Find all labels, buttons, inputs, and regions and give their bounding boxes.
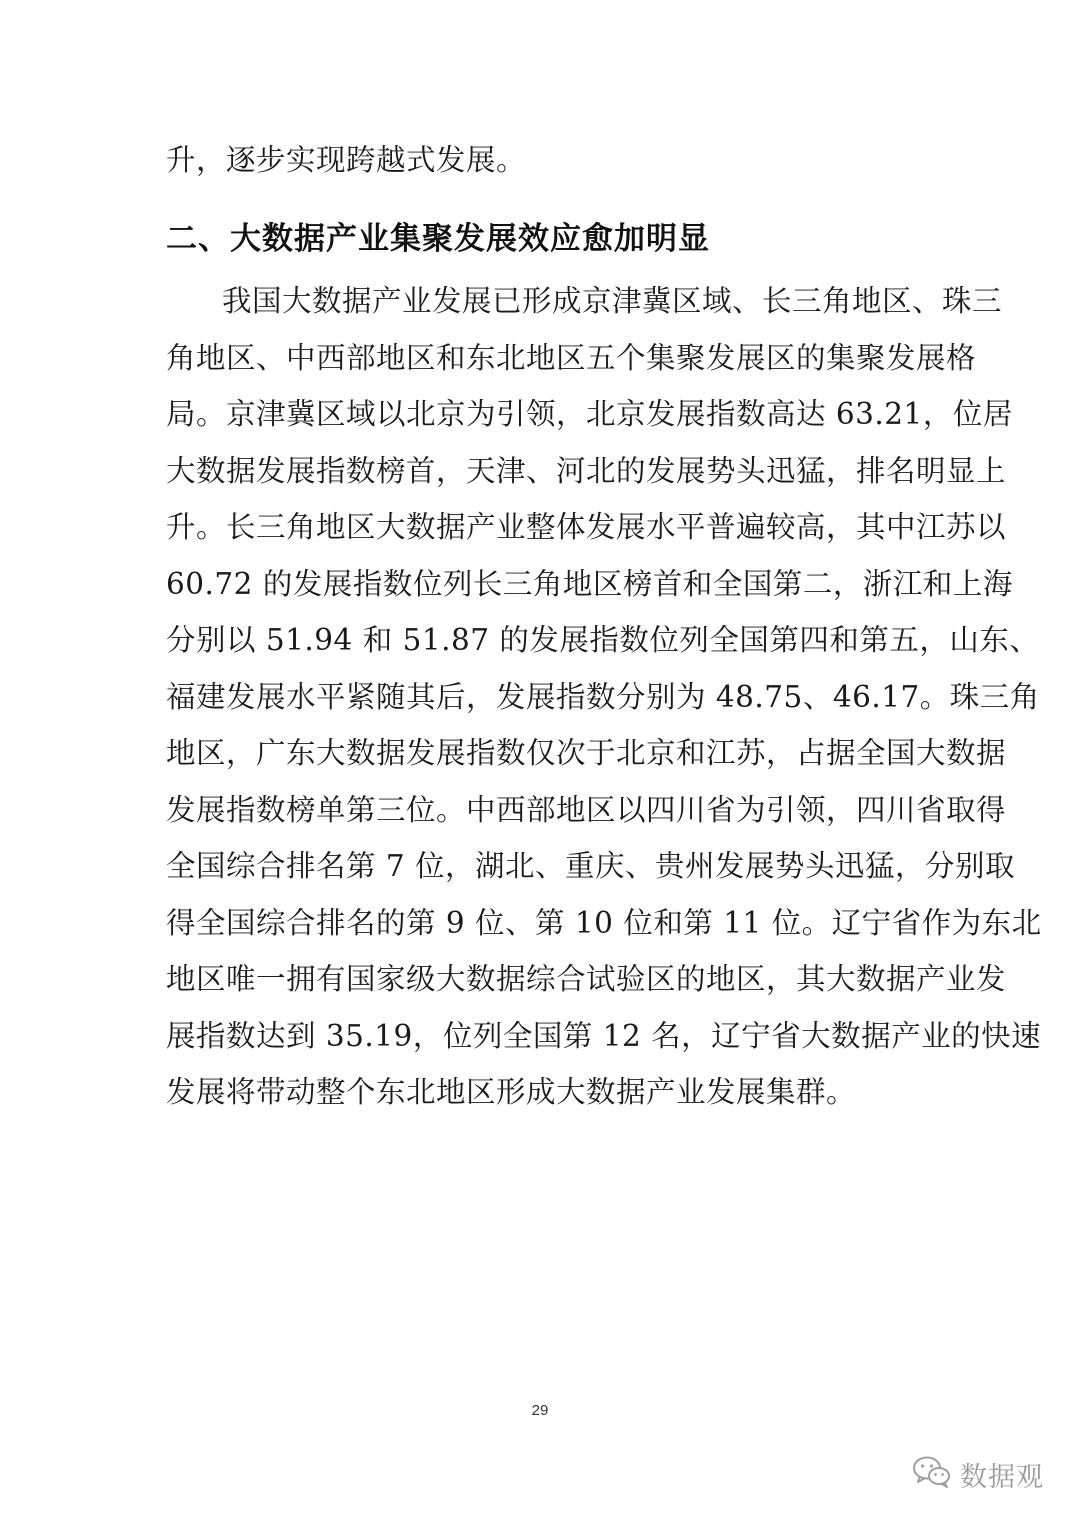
continuation-line: 升，逐步实现跨越式发展。 bbox=[166, 143, 527, 177]
paragraph-line: 发展指数榜单第三位。中西部地区以四川省为引领，四川省取得 bbox=[166, 793, 1007, 827]
paragraph-line: 60.72 的发展指数位列长三角地区榜首和全国第二，浙江和上海 bbox=[166, 567, 1013, 601]
paragraph-line: 得全国综合排名的第 9 位、第 10 位和第 11 位。辽宁省作为东北 bbox=[166, 906, 1042, 940]
paragraph-line: 地区唯一拥有国家级大数据综合试验区的地区，其大数据产业发 bbox=[166, 962, 1007, 996]
paragraph-line: 福建发展水平紧随其后，发展指数分别为 48.75、46.17。珠三角 bbox=[166, 680, 1040, 714]
wechat-icon bbox=[912, 1455, 960, 1493]
section-heading: 二、大数据产业集聚发展效应愈加明显 bbox=[166, 221, 710, 257]
page-number: 29 bbox=[531, 1402, 549, 1419]
paragraph-line: 展指数达到 35.19，位列全国第 12 名，辽宁省大数据产业的快速 bbox=[166, 1019, 1042, 1053]
paragraph-line: 发展将带动整个东北地区形成大数据产业发展集群。 bbox=[166, 1075, 857, 1109]
paragraph-line: 地区，广东大数据发展指数仅次于北京和江苏，占据全国大数据 bbox=[166, 736, 1007, 770]
paragraph-line: 分别以 51.94 和 51.87 的发展指数位列全国第四和第五，山东、 bbox=[166, 623, 1040, 657]
watermark bbox=[912, 1454, 1044, 1494]
paragraph-line: 大数据发展指数榜首，天津、河北的发展势头迅猛，排名明显上 bbox=[166, 454, 1007, 488]
paragraph-line: 我国大数据产业发展已形成京津冀区域、长三角地区、珠三 bbox=[222, 284, 1003, 318]
paragraph-line: 局。京津冀区域以北京为引领，北京发展指数高达 63.21，位居 bbox=[166, 397, 1013, 431]
paragraph-line: 升。长三角地区大数据产业整体发展水平普遍较高，其中江苏以 bbox=[166, 510, 1007, 544]
watermark-text: 数据观 bbox=[960, 1461, 1044, 1493]
paragraph-line: 全国综合排名第 7 位，湖北、重庆、贵州发展势头迅猛，分别取 bbox=[166, 849, 1016, 883]
paragraph-line: 角地区、中西部地区和东北地区五个集聚发展区的集聚发展格 bbox=[166, 341, 977, 375]
